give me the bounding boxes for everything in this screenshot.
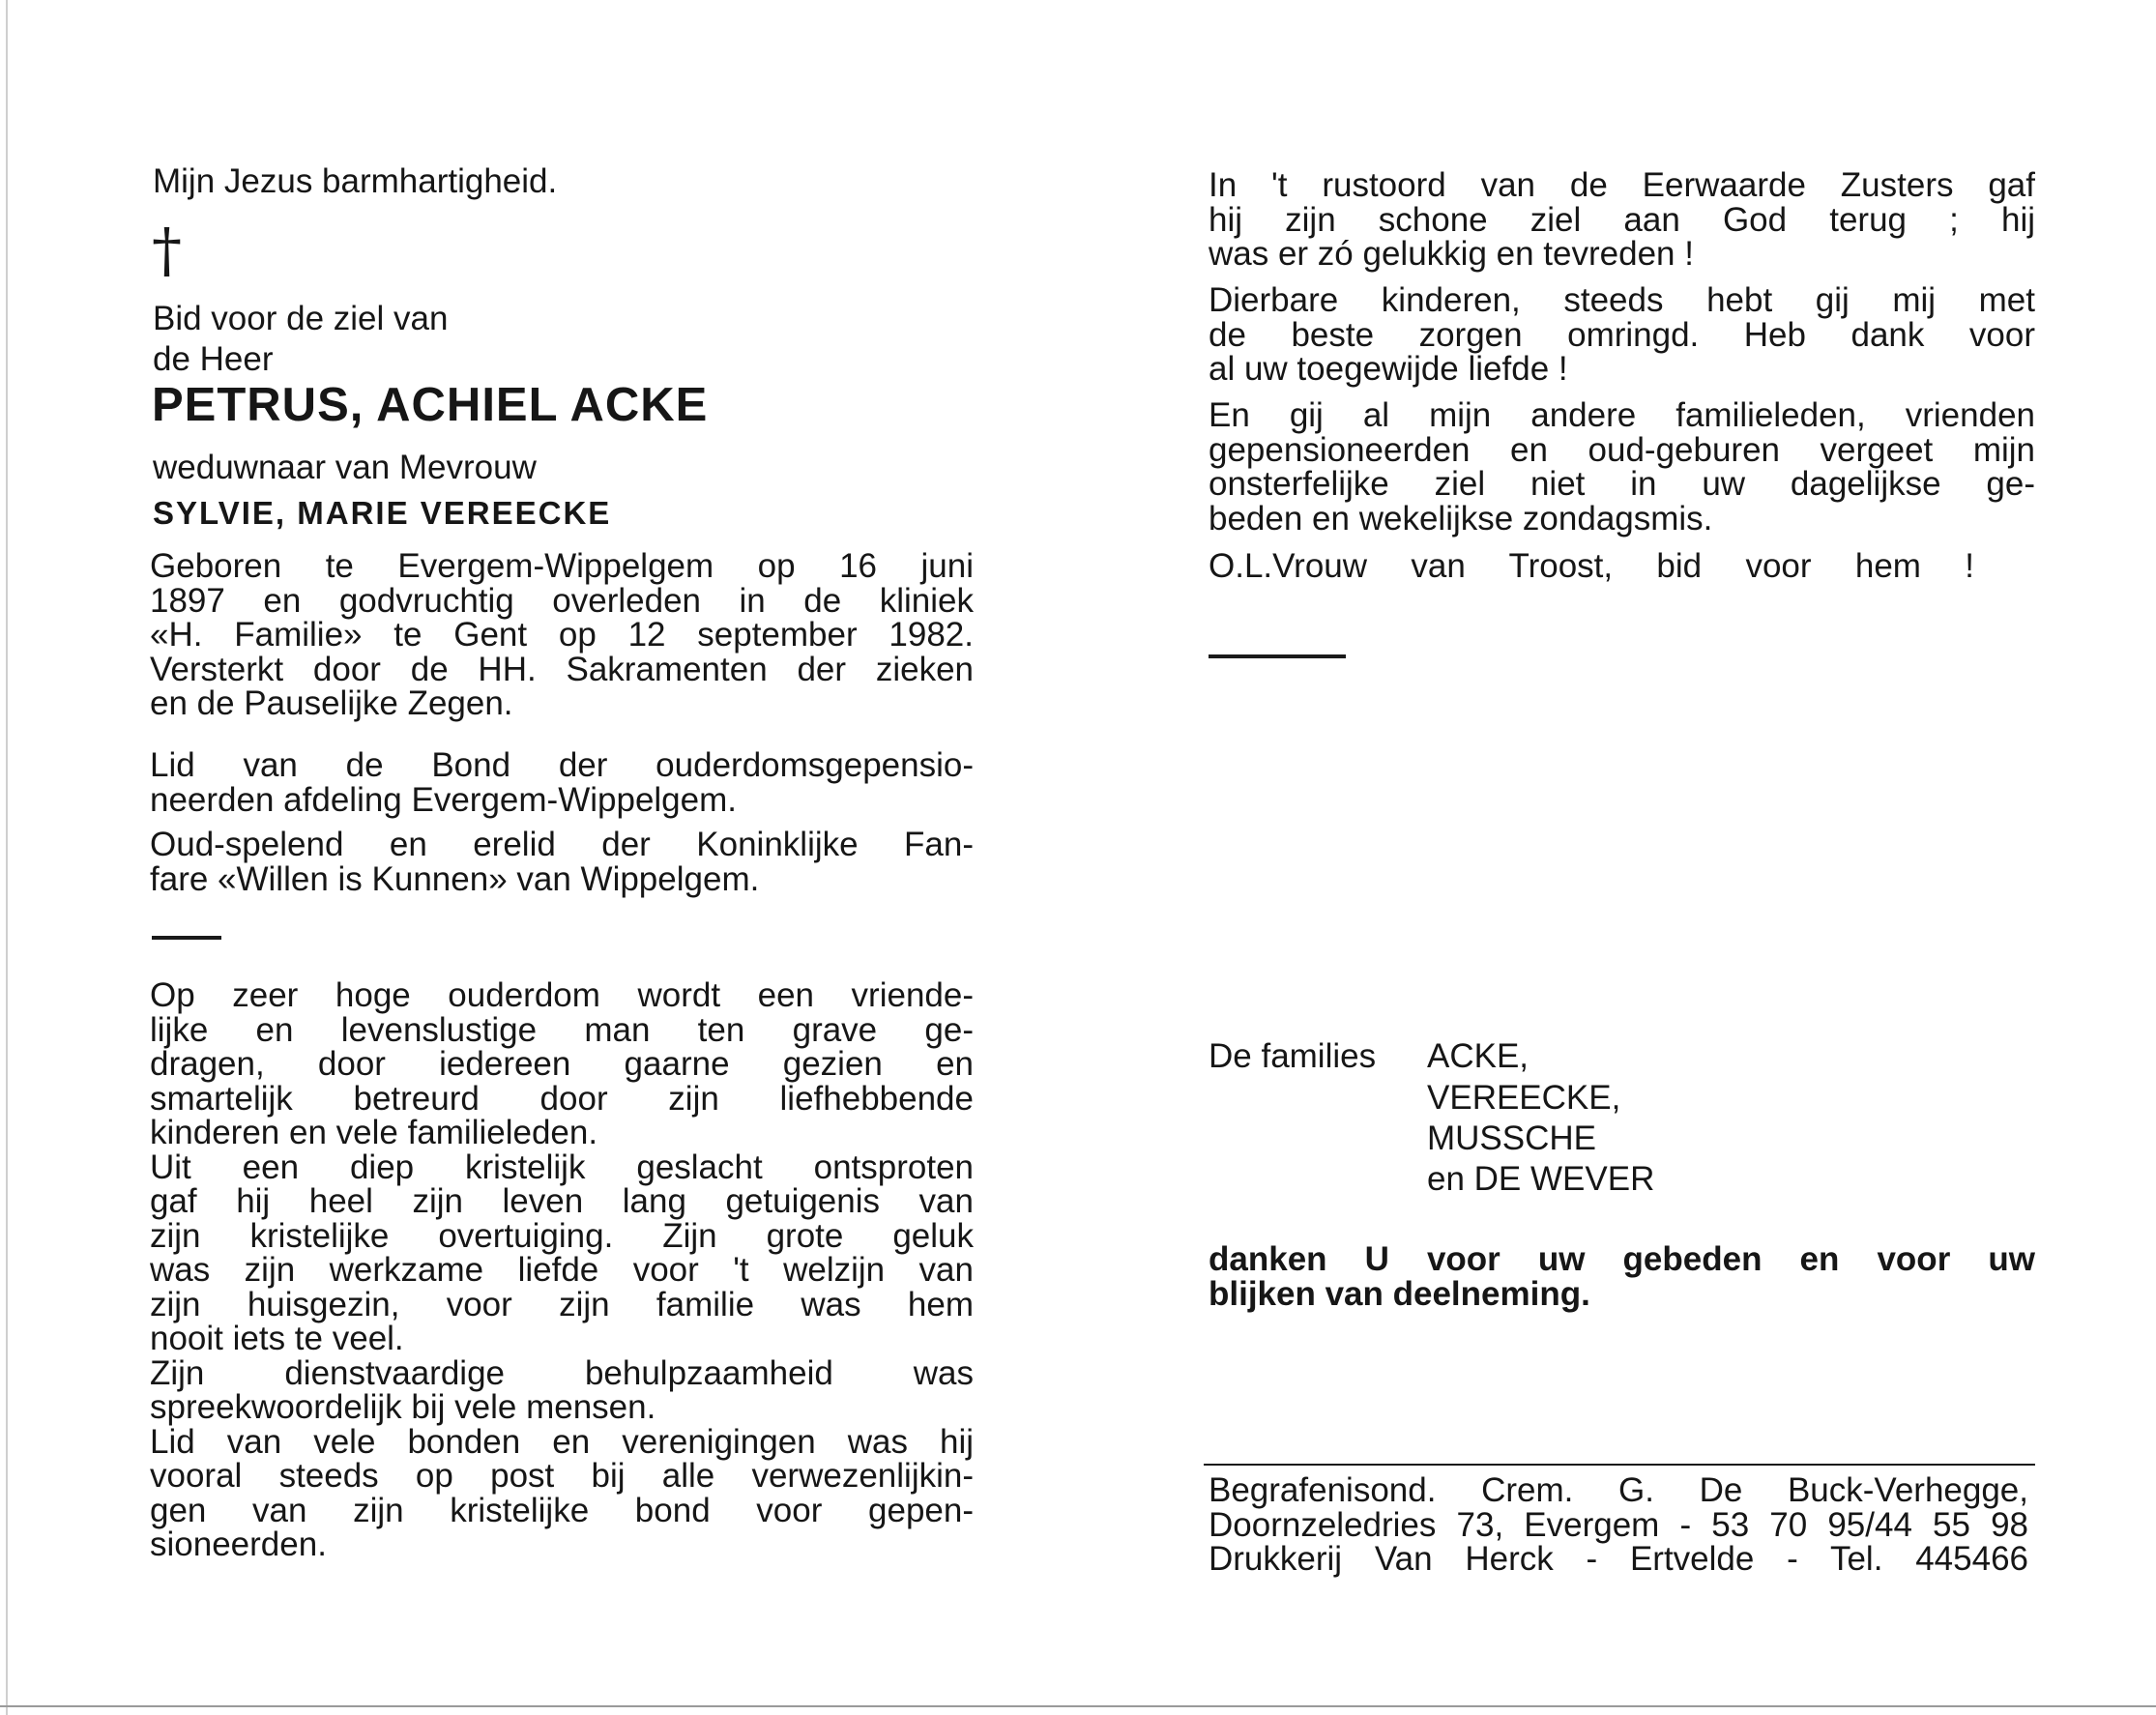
birth-death-paragraph bbox=[150, 549, 974, 721]
tribute-line: was zijn werkzame liefde voor 't welzijn van bbox=[150, 1251, 974, 1289]
spouse-name: SYLVIE, MARIE VEREECKE bbox=[153, 495, 612, 531]
prayer-line: O.L.Vrouw van Troost, bid voor hem ! bbox=[1209, 547, 1974, 585]
relatives-paragraph bbox=[1209, 398, 2035, 536]
paragraph-line: hij zijn schone ziel aan God terug ; hij bbox=[1209, 200, 2035, 239]
tribute-line: nooit iets te veel. bbox=[150, 1320, 404, 1357]
tribute-line: dragen, door iedereen gaarne gezien en bbox=[150, 1045, 974, 1083]
pray-line-2: de Heer bbox=[153, 340, 274, 378]
tribute-line: Zijn dienstvaardige behulpzaamheid was bbox=[150, 1353, 974, 1392]
imprint-divider bbox=[1204, 1464, 2035, 1466]
tribute-line: smartelijk betreurd door zijn liefhebbende bbox=[150, 1079, 974, 1118]
member-paragraph bbox=[150, 748, 974, 817]
paragraph-line: gepensioneerden en oud-geburen vergeet mijn bbox=[1209, 430, 2035, 469]
birth-death-line: 1897 en godvruchtig overleden in de kliniek bbox=[150, 581, 974, 620]
fanfare-paragraph bbox=[150, 828, 974, 896]
tribute-line: sioneerden. bbox=[150, 1526, 327, 1563]
birth-death-line: Versterkt door de HH. Sakramenten der zieken bbox=[150, 650, 974, 688]
tribute-line: lijke en levenslustige man ten grave ge- bbox=[150, 1010, 974, 1049]
paragraph-line: de beste zorgen omringd. Heb dank voor bbox=[1209, 315, 2035, 354]
paragraph-line: was er zó gelukkig en tevreden ! bbox=[1209, 235, 1694, 273]
paragraph-line: In 't rustoord van de Eerwaarde Zusters gaf bbox=[1209, 166, 2035, 204]
member-line: Lid van de Bond der ouderdomsgepensio- bbox=[150, 746, 974, 784]
right-divider bbox=[1209, 654, 1346, 658]
tribute-line: gen van zijn kristelijke bond voor gepen- bbox=[150, 1491, 974, 1529]
birth-death-line: Geboren te Evergem-Wippelgem op 16 juni bbox=[150, 547, 974, 585]
imprint-line: Drukkerij Van Herck - Ertvelde - Tel. 445466 bbox=[1209, 1540, 2028, 1578]
prayer-paragraph bbox=[1209, 549, 1974, 584]
thanks-paragraph bbox=[1209, 1242, 2035, 1311]
paragraph-line: al uw toegewijde liefde ! bbox=[1209, 350, 1568, 388]
tribute-line: kinderen en vele familieleden. bbox=[150, 1114, 598, 1151]
birth-death-line: en de Pauselijke Zegen. bbox=[150, 684, 513, 722]
family-name: MUSSCHE bbox=[1427, 1119, 1597, 1157]
children-paragraph bbox=[1209, 283, 2035, 387]
rest-home-paragraph bbox=[1209, 168, 2035, 272]
tribute-line: Uit een diep kristelijk geslacht ontsproten bbox=[150, 1148, 974, 1186]
fanfare-line: Oud-spelend en erelid der Koninklijke Fan- bbox=[150, 826, 974, 863]
pray-line-1: Bid voor de ziel van bbox=[153, 300, 449, 337]
widower-line: weduwnaar van Mevrouw bbox=[153, 449, 537, 486]
tribute-line: zijn kristelijke overtuiging. Zijn grote geluk bbox=[150, 1216, 974, 1255]
imprint-line: Doornzeledries 73, Evergem - 53 70 95/44 55 98 bbox=[1209, 1505, 2028, 1544]
families-prefix: De families bbox=[1209, 1037, 1377, 1075]
paragraph-line: Dierbare kinderen, steeds hebt gij mij met bbox=[1209, 281, 2035, 319]
member-line: neerden afdeling Evergem-Wippelgem. bbox=[150, 780, 737, 819]
cross-icon: † bbox=[152, 215, 182, 285]
imprint-line: Begrafenisond. Crem. G. De Buck-Verhegge, bbox=[1209, 1471, 2028, 1509]
tribute-line: gaf hij heel zijn leven lang getuigenis van bbox=[150, 1182, 974, 1220]
thanks-line: danken U voor uw gebeden en voor uw bbox=[1209, 1240, 2035, 1278]
family-name: ACKE, bbox=[1427, 1037, 1530, 1075]
tribute-paragraph bbox=[150, 978, 974, 1562]
tribute-line: Lid van vele bonden en verenigingen was hij bbox=[150, 1422, 974, 1461]
thanks-line: blijken van deelneming. bbox=[1209, 1274, 1590, 1313]
birth-death-line: «H. Familie» te Gent op 12 september 1982. bbox=[150, 616, 974, 654]
paragraph-line: beden en wekelijkse zondagsmis. bbox=[1209, 499, 1713, 538]
tribute-line: vooral steeds op post bij alle verwezenlijkin- bbox=[150, 1457, 974, 1495]
tribute-line: Op zeer hoge ouderdom wordt een vriende- bbox=[150, 976, 974, 1014]
tribute-line: spreekwoordelijk bij vele mensen. bbox=[150, 1388, 656, 1426]
fanfare-line: fare «Willen is Kunnen» van Wippelgem. bbox=[150, 859, 760, 898]
imprint-block bbox=[1209, 1473, 2028, 1577]
card-left-edge bbox=[6, 0, 8, 1715]
tribute-line: zijn huisgezin, voor zijn familie was hem bbox=[150, 1285, 974, 1323]
family-name: en DE WEVER bbox=[1427, 1160, 1655, 1198]
deceased-name: PETRUS, ACHIEL ACKE bbox=[152, 379, 709, 431]
card-bottom-edge bbox=[0, 1705, 2156, 1707]
left-divider bbox=[152, 936, 221, 940]
family-name: VEREECKE, bbox=[1427, 1079, 1621, 1117]
paragraph-line: En gij al mijn andere familieleden, vrienden bbox=[1209, 396, 2035, 434]
paragraph-line: onsterfelijke ziel niet in uw dagelijkse ge- bbox=[1209, 465, 2035, 503]
invocation: Mijn Jezus barmhartigheid. bbox=[153, 162, 558, 200]
